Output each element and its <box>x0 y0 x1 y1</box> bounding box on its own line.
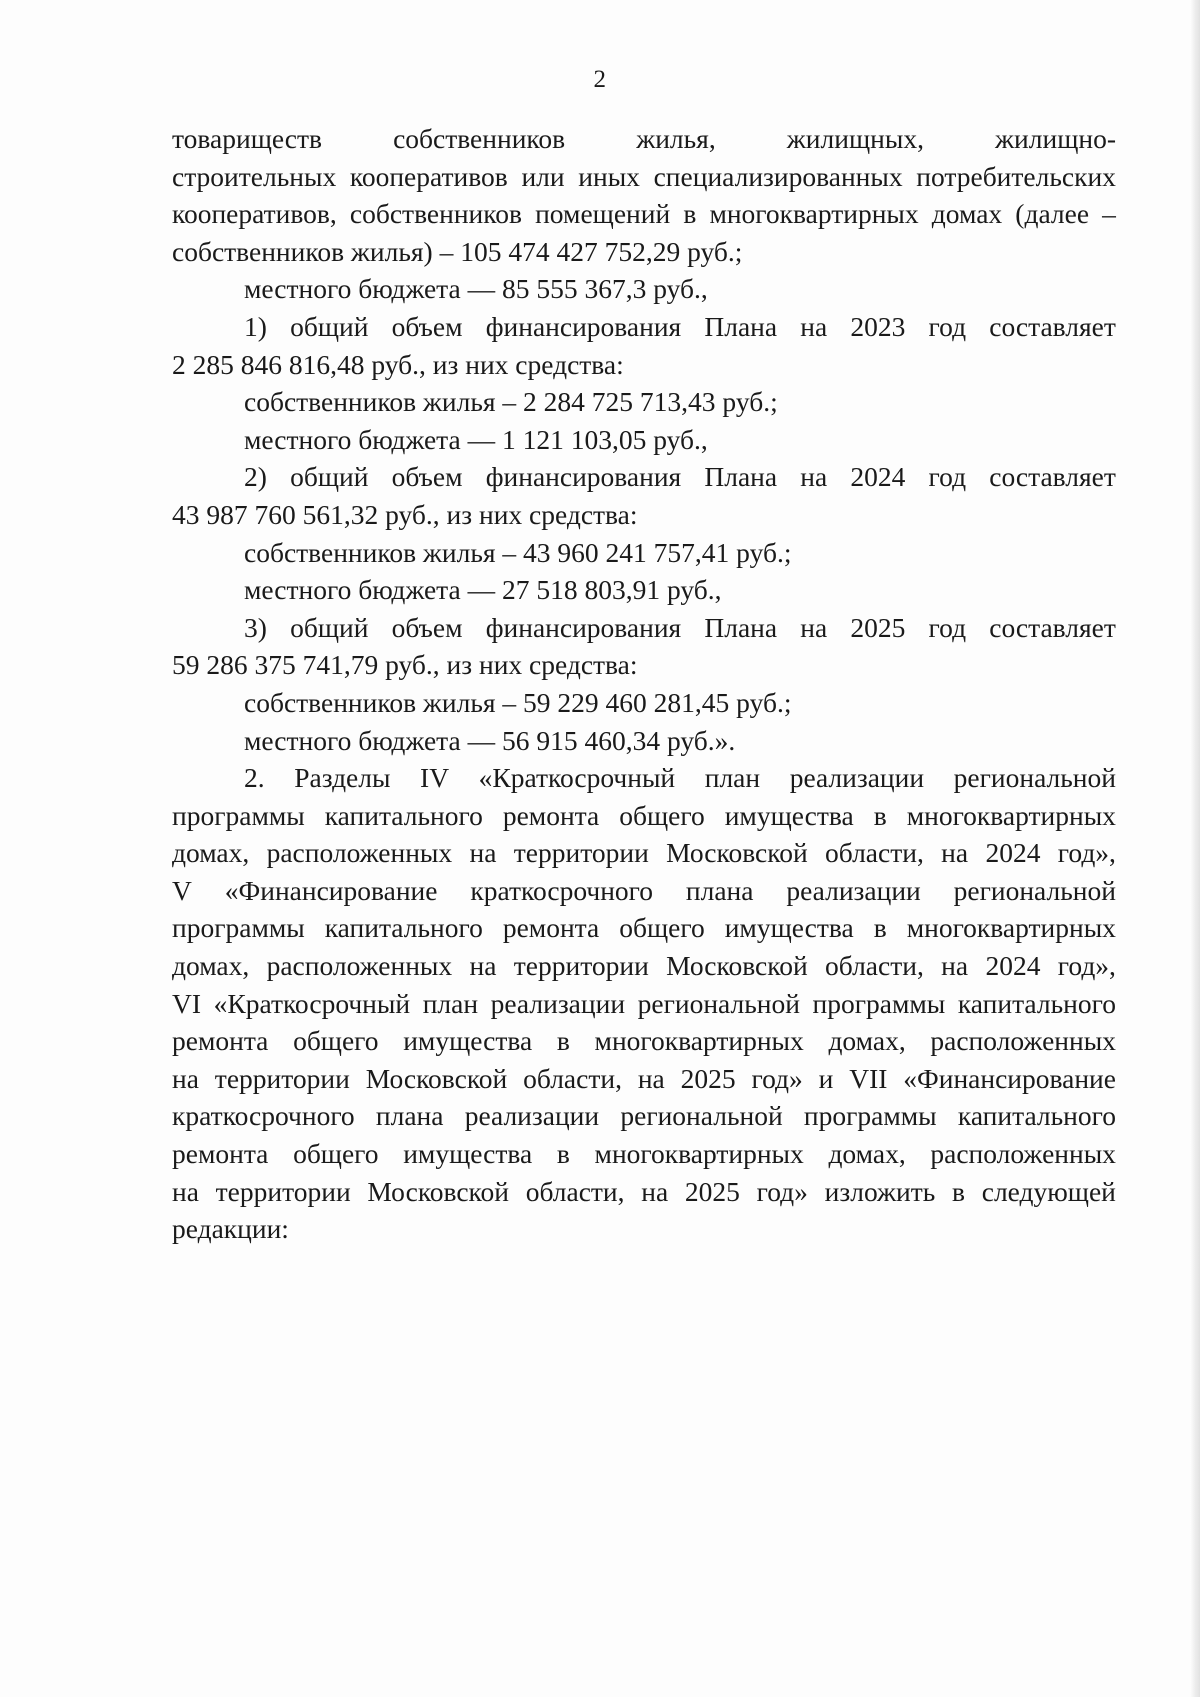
text-line <box>172 1173 1116 1211</box>
word: в <box>873 799 887 831</box>
word: краткосрочного <box>172 1100 355 1132</box>
word: региональной <box>953 874 1116 906</box>
word: товариществ <box>172 123 322 154</box>
word: капитального <box>957 987 1116 1019</box>
word: на <box>637 1062 665 1094</box>
word: на <box>172 1175 199 1207</box>
word: области, <box>525 1175 625 1207</box>
word: объем <box>391 461 463 493</box>
word: домах, <box>172 950 250 982</box>
word: в <box>683 198 697 230</box>
word: следующей <box>981 1175 1116 1207</box>
word: ремонта <box>502 912 600 944</box>
word: имущества <box>403 1138 533 1170</box>
word: жилищно- <box>995 123 1116 154</box>
word: плана <box>375 1100 444 1132</box>
word: 2024 <box>985 950 1041 982</box>
word: «Краткосрочный <box>213 987 411 1019</box>
text-line: 43 987 760 561,32 руб., из них средства: <box>172 498 638 530</box>
word: (далее <box>1015 198 1090 230</box>
page-number: 2 <box>593 66 607 93</box>
word: год <box>928 461 967 493</box>
word: и <box>818 1062 834 1094</box>
word: общий <box>290 611 369 643</box>
text-line: 59 286 375 741,79 руб., из них средства: <box>172 649 638 681</box>
word: расположенных <box>930 1025 1116 1057</box>
text-line <box>172 308 1116 346</box>
word: общий <box>290 461 369 493</box>
word: Плана <box>704 310 778 342</box>
word: в <box>556 1138 570 1170</box>
word: программы <box>172 799 305 831</box>
text-line: собственников жилья – 59 229 460 281,45 руб.; <box>244 686 792 718</box>
word: расположенных <box>930 1138 1116 1170</box>
word: специализированных <box>653 160 903 192</box>
word: 3) <box>244 611 267 643</box>
word: краткосрочного <box>470 874 654 906</box>
word: Плана <box>704 461 778 493</box>
word: финансирования <box>485 461 682 493</box>
word: общего <box>293 1025 379 1057</box>
word: на <box>469 837 497 869</box>
word: объем <box>391 310 463 342</box>
word: в <box>873 912 887 944</box>
word: домах, <box>828 1025 906 1057</box>
word: год», <box>1057 950 1116 982</box>
word: жилья, <box>636 123 716 154</box>
word: Разделы <box>294 762 391 794</box>
word: области, <box>825 837 924 869</box>
text-line <box>172 1060 1116 1098</box>
word: строительных <box>172 160 337 192</box>
word: составляет <box>989 611 1116 643</box>
word: региональной <box>637 987 800 1019</box>
word: программы <box>812 987 946 1019</box>
word: имущества <box>724 799 854 831</box>
text-line: местного бюджета — 56 915 460,34 руб.». <box>244 724 736 756</box>
word: многоквартирных <box>594 1025 804 1057</box>
word: общего <box>619 799 705 831</box>
word: «Финансирование <box>224 874 438 906</box>
text-line <box>172 1022 1116 1060</box>
word: капитального <box>324 799 483 831</box>
word: общий <box>290 310 369 342</box>
scan-edge-shadow <box>1190 0 1200 1697</box>
word: финансирования <box>485 310 682 342</box>
word: год <box>928 611 967 643</box>
word: – <box>1102 198 1116 230</box>
word: помещений <box>535 198 671 230</box>
word: Плана <box>704 611 778 643</box>
word: жилищных, <box>786 123 924 154</box>
text-line: местного бюджета — 85 555 367,3 руб., <box>244 273 708 305</box>
word: общего <box>293 1138 379 1170</box>
word: общего <box>619 912 705 944</box>
text-line <box>172 797 1116 835</box>
word: год» <box>751 1062 803 1094</box>
text-line <box>172 195 1116 233</box>
word: VII <box>849 1062 888 1094</box>
word: территории <box>513 950 649 982</box>
text-line: собственников жилья – 2 284 725 713,43 руб.; <box>244 386 778 418</box>
word: на <box>641 1175 669 1207</box>
word: многоквартирных <box>709 198 919 230</box>
word: составляет <box>989 461 1116 493</box>
word: 2024 <box>985 837 1041 869</box>
text-line: местного бюджета — 1 121 103,05 руб., <box>244 423 708 455</box>
word: расположенных <box>266 837 453 869</box>
text-line <box>172 985 1116 1023</box>
word: кооперативов <box>349 160 508 192</box>
word: плана <box>685 874 754 906</box>
word: региональной <box>620 1100 783 1132</box>
text-line <box>172 609 1116 647</box>
word: региональной <box>953 762 1116 794</box>
text-line <box>172 158 1116 196</box>
word: капитального <box>324 912 483 944</box>
word: или <box>521 160 565 192</box>
word: реализации <box>490 987 626 1019</box>
word: области, <box>825 950 924 982</box>
text-line <box>172 872 1116 910</box>
word: собственников <box>349 198 522 230</box>
word: территории <box>215 1175 351 1207</box>
word: план <box>422 987 479 1019</box>
word: ремонта <box>172 1138 269 1170</box>
word: расположенных <box>266 950 453 982</box>
word: объем <box>391 611 463 643</box>
word: год» <box>756 1175 808 1207</box>
word: на <box>941 837 969 869</box>
word: ремонта <box>172 1025 269 1057</box>
word: 2025 <box>680 1062 736 1094</box>
text-line <box>172 947 1116 985</box>
text-line: местного бюджета — 27 518 803,91 руб., <box>244 574 722 606</box>
word: домах, <box>828 1138 906 1170</box>
word: 2024 <box>850 461 906 493</box>
word: реализации <box>464 1100 600 1132</box>
word: Московской <box>367 1175 509 1207</box>
text-line <box>172 834 1116 872</box>
text-line <box>172 120 1116 158</box>
word: реализации <box>786 874 921 906</box>
word: на <box>800 611 828 643</box>
word: изложить <box>824 1175 936 1207</box>
word: домах, <box>172 837 250 869</box>
word: в <box>556 1025 570 1057</box>
word: 1) <box>244 310 267 342</box>
word: территории <box>214 1062 350 1094</box>
word: на <box>469 950 497 982</box>
text-line <box>172 1135 1116 1173</box>
word: имущества <box>724 912 854 944</box>
word: территории <box>513 837 649 869</box>
word: год», <box>1057 837 1116 869</box>
word: ремонта <box>502 799 600 831</box>
word: иных <box>578 160 640 192</box>
document-body <box>172 120 1116 1248</box>
word: программы <box>803 1100 937 1132</box>
word: 2025 <box>850 611 906 643</box>
word: кооперативов, <box>172 198 337 230</box>
word: 2. <box>244 762 265 794</box>
word: год <box>928 310 967 342</box>
word: в <box>952 1175 966 1207</box>
word: многоквартирных <box>594 1138 804 1170</box>
word: на <box>800 461 828 493</box>
word: составляет <box>989 310 1116 342</box>
text-line <box>172 759 1116 797</box>
word: Московской <box>365 1062 508 1094</box>
word: капитального <box>957 1100 1116 1132</box>
word: реализации <box>789 762 925 794</box>
word: на <box>172 1062 199 1094</box>
word: многоквартирных <box>906 912 1116 944</box>
word: программы <box>172 912 305 944</box>
word: 2) <box>244 461 267 493</box>
word: потребительских <box>916 160 1116 192</box>
word: области, <box>523 1062 622 1094</box>
word: IV <box>420 762 450 794</box>
word: многоквартирных <box>906 799 1116 831</box>
text-line: редакции: <box>172 1213 289 1245</box>
word: 2023 <box>850 310 906 342</box>
word: Московской <box>666 837 808 869</box>
word: «Финансирование <box>903 1062 1116 1094</box>
text-line <box>172 458 1116 496</box>
word: Московской <box>666 950 808 982</box>
word: на <box>941 950 969 982</box>
word: финансирования <box>485 611 682 643</box>
word: 2025 <box>684 1175 740 1207</box>
text-line: собственников жилья – 43 960 241 757,41 руб.; <box>244 536 792 568</box>
word: на <box>800 310 828 342</box>
word: домах <box>931 198 1003 230</box>
text-line <box>172 909 1116 947</box>
word: V <box>172 874 192 906</box>
text-line <box>172 1097 1116 1135</box>
word: имущества <box>403 1025 533 1057</box>
word: собственников <box>393 123 566 154</box>
text-line: 2 285 846 816,48 руб., из них средства: <box>172 348 624 380</box>
text-line: собственников жилья) – 105 474 427 752,29 руб.; <box>172 235 743 267</box>
word: VI <box>172 987 202 1019</box>
word: план <box>704 762 761 794</box>
word: «Краткосрочный <box>478 762 676 794</box>
